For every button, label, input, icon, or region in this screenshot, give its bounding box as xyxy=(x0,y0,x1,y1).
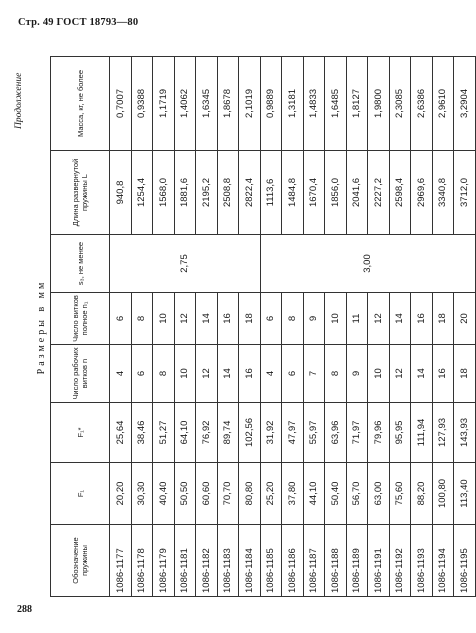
total-coils-cell: 16 xyxy=(411,293,433,345)
f1-star-cell: 76,92 xyxy=(196,403,218,463)
f1-cell: 113,40 xyxy=(454,463,476,525)
total-coils-cell: 6 xyxy=(110,293,132,345)
table-row xyxy=(282,57,304,597)
table-header-row xyxy=(51,57,110,597)
designation-cell: 1086-1191 xyxy=(368,525,390,597)
table-row xyxy=(454,57,476,597)
f1-star-cell: 143,93 xyxy=(454,403,476,463)
mass-cell: 0,7007 xyxy=(110,57,132,151)
total-coils-cell: 18 xyxy=(239,293,261,345)
working-coils-cell: 7 xyxy=(303,345,325,403)
mass-cell: 1,1719 xyxy=(153,57,175,151)
f1-cell: 60,60 xyxy=(196,463,218,525)
mass-cell: 1,6485 xyxy=(325,57,347,151)
length-cell: 1881,6 xyxy=(174,151,196,235)
working-coils-cell: 12 xyxy=(389,345,411,403)
length-cell: 2227,2 xyxy=(368,151,390,235)
length-cell: 2598,4 xyxy=(389,151,411,235)
spring-dimensions-table xyxy=(50,56,476,597)
table-row xyxy=(432,57,454,597)
working-coils-cell: 12 xyxy=(196,345,218,403)
length-cell: 2822,4 xyxy=(239,151,261,235)
total-coils-cell: 8 xyxy=(131,293,153,345)
table-row xyxy=(153,57,175,597)
f1-cell: 20,20 xyxy=(110,463,132,525)
f1-star-cell: 127,93 xyxy=(432,403,454,463)
mass-cell: 3,2904 xyxy=(454,57,476,151)
table-row xyxy=(217,57,239,597)
col-header-designation: Обозначение пружины xyxy=(51,525,110,597)
length-cell: 3712,0 xyxy=(454,151,476,235)
table-body xyxy=(110,57,476,597)
length-cell: 1254,4 xyxy=(131,151,153,235)
f1-star-cell: 55,97 xyxy=(303,403,325,463)
working-coils-cell: 8 xyxy=(153,345,175,403)
working-coils-cell: 14 xyxy=(217,345,239,403)
f1-cell: 56,70 xyxy=(346,463,368,525)
table-row xyxy=(303,57,325,597)
designation-cell: 1086-1187 xyxy=(303,525,325,597)
total-coils-cell: 12 xyxy=(368,293,390,345)
total-coils-cell: 12 xyxy=(174,293,196,345)
s3-cell: 3,00 xyxy=(260,235,475,293)
table-row xyxy=(389,57,411,597)
designation-cell: 1086-1183 xyxy=(217,525,239,597)
working-coils-cell: 16 xyxy=(239,345,261,403)
total-coils-cell: 6 xyxy=(260,293,282,345)
col-header-length: Длина развернутой пружины L xyxy=(51,151,110,235)
f1-cell: 88,20 xyxy=(411,463,433,525)
mass-cell: 1,9800 xyxy=(368,57,390,151)
mass-cell: 1,6345 xyxy=(196,57,218,151)
working-coils-cell: 10 xyxy=(368,345,390,403)
length-cell: 2041,6 xyxy=(346,151,368,235)
total-coils-cell: 16 xyxy=(217,293,239,345)
working-coils-cell: 10 xyxy=(174,345,196,403)
working-coils-cell: 6 xyxy=(131,345,153,403)
mass-cell: 2,6386 xyxy=(411,57,433,151)
designation-cell: 1086-1181 xyxy=(174,525,196,597)
length-cell: 940,8 xyxy=(110,151,132,235)
working-coils-cell: 14 xyxy=(411,345,433,403)
f1-cell: 37,80 xyxy=(282,463,304,525)
f1-star-cell: 102,56 xyxy=(239,403,261,463)
f1-cell: 80,80 xyxy=(239,463,261,525)
page-header: Стр. 49 ГОСТ 18793—80 xyxy=(18,17,139,28)
working-coils-cell: 4 xyxy=(110,345,132,403)
total-coils-cell: 14 xyxy=(389,293,411,345)
designation-cell: 1086-1177 xyxy=(110,525,132,597)
table-row xyxy=(411,57,433,597)
designation-cell: 1086-1184 xyxy=(239,525,261,597)
mass-cell: 1,4062 xyxy=(174,57,196,151)
mass-cell: 2,9610 xyxy=(432,57,454,151)
f1-star-cell: 71,97 xyxy=(346,403,368,463)
mass-cell: 1,8678 xyxy=(217,57,239,151)
table-row xyxy=(131,57,153,597)
mass-cell: 2,3085 xyxy=(389,57,411,151)
s3-cell: 2,75 xyxy=(110,235,261,293)
designation-cell: 1086-1195 xyxy=(454,525,476,597)
designation-cell: 1086-1182 xyxy=(196,525,218,597)
designation-cell: 1086-1178 xyxy=(131,525,153,597)
designation-cell: 1086-1189 xyxy=(346,525,368,597)
working-coils-cell: 6 xyxy=(282,345,304,403)
total-coils-cell: 10 xyxy=(325,293,347,345)
f1-star-cell: 64,10 xyxy=(174,403,196,463)
mass-cell: 2,1019 xyxy=(239,57,261,151)
total-coils-cell: 11 xyxy=(346,293,368,345)
col-header-s3: s₃, не менее xyxy=(51,235,110,293)
mass-cell: 1,4833 xyxy=(303,57,325,151)
designation-cell: 1086-1194 xyxy=(432,525,454,597)
working-coils-cell: 9 xyxy=(346,345,368,403)
designation-cell: 1086-1188 xyxy=(325,525,347,597)
length-cell: 2969,6 xyxy=(411,151,433,235)
designation-cell: 1086-1185 xyxy=(260,525,282,597)
f1-cell: 70,70 xyxy=(217,463,239,525)
f1-cell: 50,40 xyxy=(325,463,347,525)
mass-cell: 0,9889 xyxy=(260,57,282,151)
table-row xyxy=(346,57,368,597)
length-cell: 1568,0 xyxy=(153,151,175,235)
table-row xyxy=(325,57,347,597)
total-coils-cell: 8 xyxy=(282,293,304,345)
f1-cell: 63,00 xyxy=(368,463,390,525)
working-coils-cell: 18 xyxy=(454,345,476,403)
working-coils-cell: 16 xyxy=(432,345,454,403)
f1-star-cell: 38,46 xyxy=(131,403,153,463)
f1-star-cell: 63,96 xyxy=(325,403,347,463)
length-cell: 1484,8 xyxy=(282,151,304,235)
f1-star-cell: 31,92 xyxy=(260,403,282,463)
table-row xyxy=(239,57,261,597)
col-header-working-coils: Число рабочих витков n xyxy=(51,345,110,403)
f1-star-cell: 47,97 xyxy=(282,403,304,463)
table-row xyxy=(196,57,218,597)
total-coils-cell: 18 xyxy=(432,293,454,345)
working-coils-cell: 4 xyxy=(260,345,282,403)
working-coils-cell: 8 xyxy=(325,345,347,403)
length-cell: 1670,4 xyxy=(303,151,325,235)
designation-cell: 1086-1192 xyxy=(389,525,411,597)
total-coils-cell: 20 xyxy=(454,293,476,345)
mass-cell: 0,9388 xyxy=(131,57,153,151)
length-cell: 2195,2 xyxy=(196,151,218,235)
f1-cell: 50,50 xyxy=(174,463,196,525)
page-number: 288 xyxy=(17,604,32,615)
f1-cell: 30,30 xyxy=(131,463,153,525)
table-title: Размеры в мм xyxy=(36,279,47,375)
table-row xyxy=(260,57,282,597)
f1-cell: 100,80 xyxy=(432,463,454,525)
table-row xyxy=(110,57,132,597)
length-cell: 2508,8 xyxy=(217,151,239,235)
f1-star-cell: 25,64 xyxy=(110,403,132,463)
col-header-total-coils: Число витков полное n₁ xyxy=(51,293,110,345)
table-row xyxy=(174,57,196,597)
total-coils-cell: 10 xyxy=(153,293,175,345)
f1-cell: 40,40 xyxy=(153,463,175,525)
designation-cell: 1086-1179 xyxy=(153,525,175,597)
length-cell: 1856,0 xyxy=(325,151,347,235)
col-header-f1: F₁ xyxy=(51,463,110,525)
designation-cell: 1086-1193 xyxy=(411,525,433,597)
mass-cell: 1,8127 xyxy=(346,57,368,151)
col-header-mass: Масса, кг, не более xyxy=(51,57,110,151)
length-cell: 1113,6 xyxy=(260,151,282,235)
continuation-label: Продолжение xyxy=(14,72,24,129)
length-cell: 3340,8 xyxy=(432,151,454,235)
total-coils-cell: 14 xyxy=(196,293,218,345)
f1-star-cell: 111,94 xyxy=(411,403,433,463)
f1-cell: 25,20 xyxy=(260,463,282,525)
f1-star-cell: 51,27 xyxy=(153,403,175,463)
f1-star-cell: 79,96 xyxy=(368,403,390,463)
f1-star-cell: 95,95 xyxy=(389,403,411,463)
designation-cell: 1086-1186 xyxy=(282,525,304,597)
table-row xyxy=(368,57,390,597)
col-header-f1-star: F₁* xyxy=(51,403,110,463)
f1-cell: 75,60 xyxy=(389,463,411,525)
rotated-table-block xyxy=(14,57,470,597)
f1-star-cell: 89,74 xyxy=(217,403,239,463)
f1-cell: 44,10 xyxy=(303,463,325,525)
mass-cell: 1,3181 xyxy=(282,57,304,151)
total-coils-cell: 9 xyxy=(303,293,325,345)
